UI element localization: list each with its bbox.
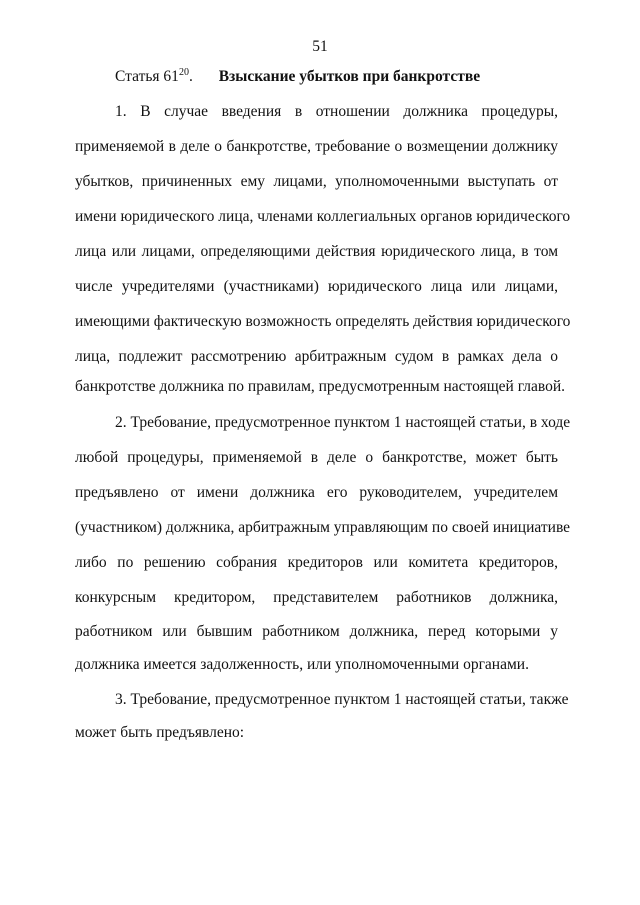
article-title: Взыскание убытков при банкротстве [218,68,481,85]
text-line: может быть предъявлено: [75,724,245,741]
article-superscript: 20 [178,67,189,78]
text-line: 1. В случае введения в отношении должника процедуры, [115,103,558,120]
text-line: любой процедуры, применяемой в деле о банкротстве, может быть [75,449,558,466]
article-label-text: Статья 61 [115,68,179,85]
text-line: имеющими фактическую возможность определять действия юридического [75,313,571,330]
text-line: применяемой в деле о банкротстве, требование о возмещении должнику [75,138,558,155]
text-line: лица, подлежит рассмотрению арбитражным судом в рамках дела о [75,348,558,365]
text-line: лица или лицами, определяющими действия юридического лица, в том [75,243,558,260]
page-number: 51 [312,38,328,55]
text-line: предъявлено от имени должника его руководителем, учредителем [75,484,558,501]
text-line: (участником) должника, арбитражным управляющим по своей инициативе [75,519,571,536]
text-line: числе учредителями (участниками) юридического лица или лицами, [75,278,558,295]
text-line: 3. Требование, предусмотренное пунктом 1 настоящей статьи, также [115,691,569,708]
text-line: должника имеется задолженность, или уполномоченными органами. [75,656,529,673]
text-line: работником или бывшим работником должника, перед которыми у [75,623,558,640]
article-label [115,68,193,86]
article-heading [115,68,480,86]
article-label-suffix: . [188,68,193,85]
text-line: конкурсным кредитором, представителем работников должника, [75,589,558,606]
text-line: 2. Требование, предусмотренное пунктом 1 настоящей статьи, в ходе [115,414,571,431]
text-line: имени юридического лица, членами коллегиальных органов юридического [75,208,571,225]
text-line: либо по решению собрания кредиторов или комитета кредиторов, [75,554,558,571]
text-line: банкротстве должника по правилам, предусмотренным настоящей главой. [75,378,566,395]
text-line: убытков, причиненных ему лицами, уполномоченными выступать от [75,173,558,190]
